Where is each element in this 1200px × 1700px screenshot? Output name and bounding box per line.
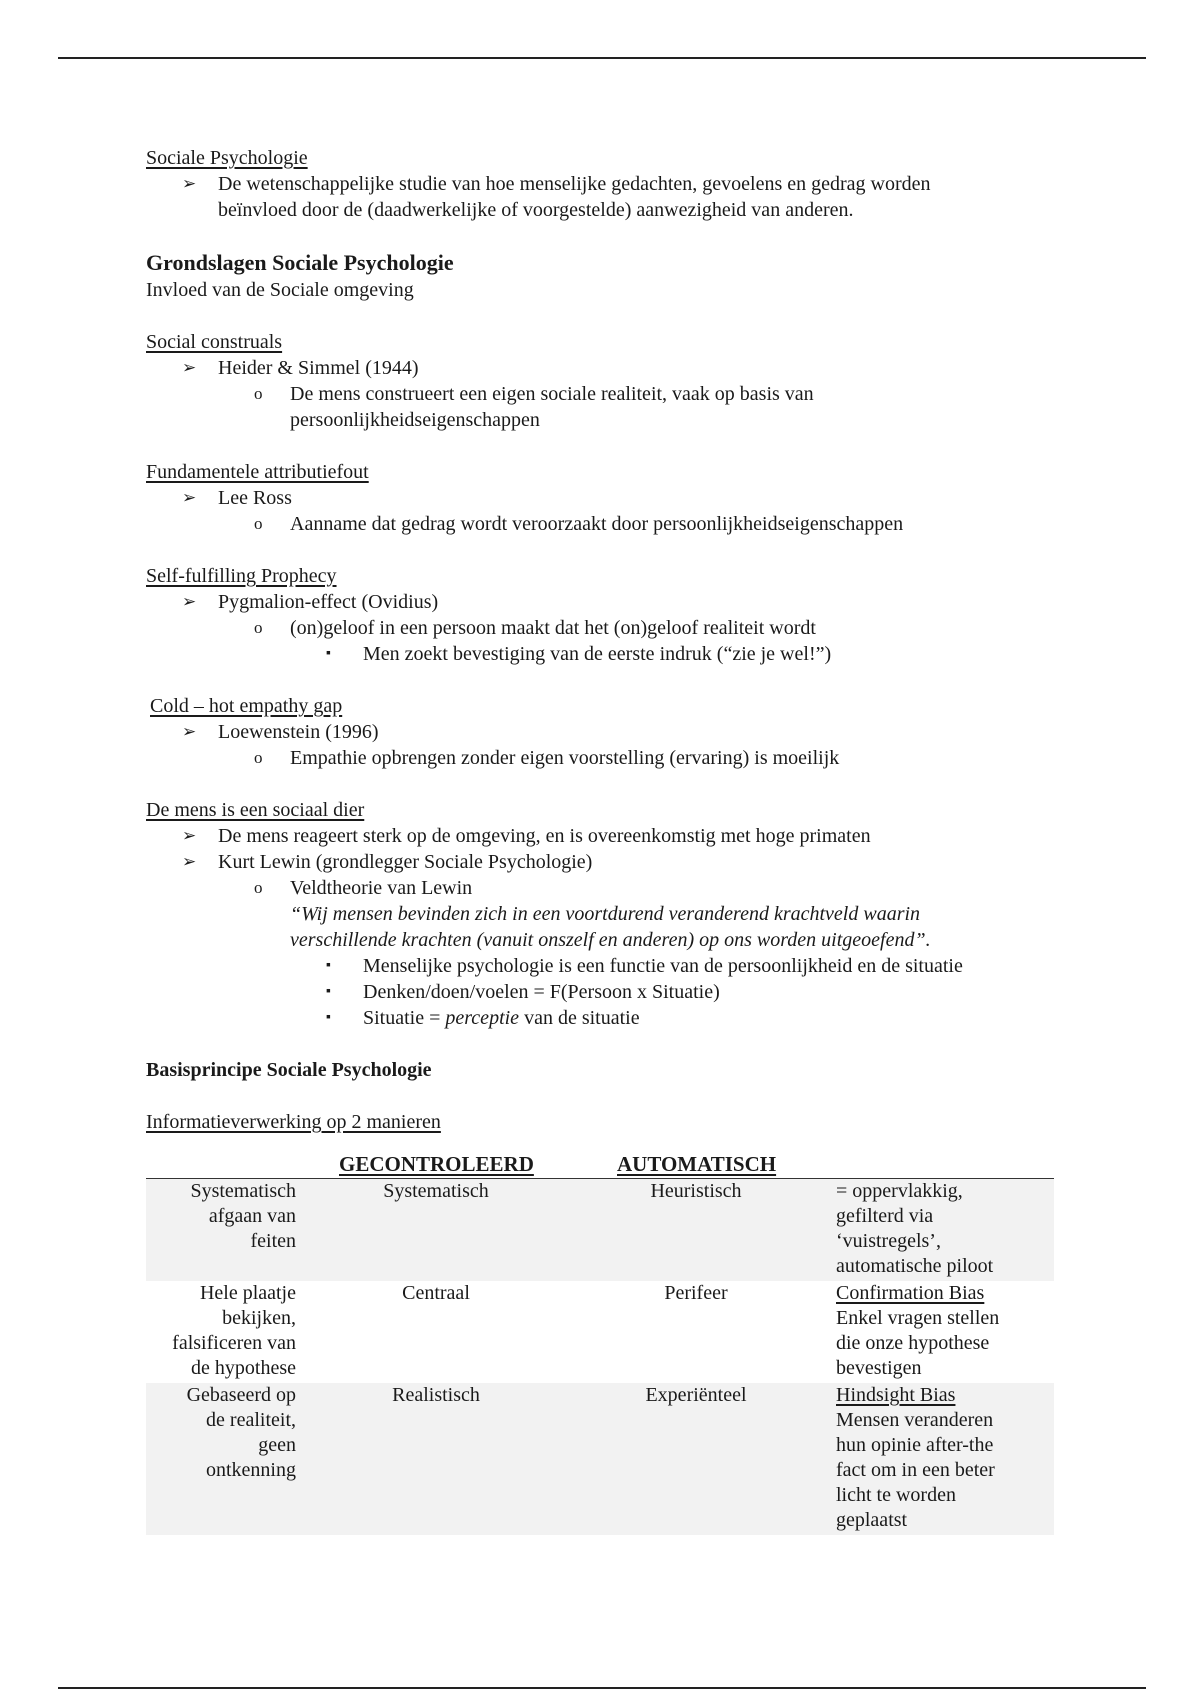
row-description: Gebaseerd op de realiteit, geen ontkenning [186, 1384, 296, 1481]
quote-lewin-line2: verschillende krachten (vanuit onszelf en anderen) op ons worden uitgeoefend”. [290, 929, 931, 951]
bullet-pygmalion: ➢ Pygmalion-effect (Ovidius) [182, 591, 439, 613]
comparison-table [146, 1150, 1054, 1535]
heading-social-construals: Social construals [146, 331, 283, 353]
arrow-bullet-icon: ➢ [182, 852, 197, 871]
circle-bullet-icon: o [254, 618, 263, 637]
bullet-heider-simmel: ➢ Heider & Simmel (1944) [182, 357, 419, 379]
subheading-invloed: Invloed van de Sociale omgeving [146, 279, 414, 301]
heading-basisprincipe: Basisprincipe Sociale Psychologie [146, 1059, 432, 1081]
arrow-bullet-icon: ➢ [182, 826, 197, 845]
table-row [146, 1179, 1054, 1281]
table-header [146, 1150, 1054, 1179]
row-description: Hele plaatje bekijken, falsificeren van de hypothese [172, 1282, 296, 1379]
heading-informatieverwerking: Informatieverwerking op 2 manieren [146, 1111, 441, 1133]
heading-empathy-gap: Cold – hot empathy gap [150, 695, 343, 717]
sub-bullet-veldtheorie: o Veldtheorie van Lewin [254, 877, 473, 899]
cell-gecontroleerd: Realistisch [392, 1384, 480, 1406]
square-bullet-icon: ▪ [326, 984, 331, 999]
bias-title: Confirmation Bias [836, 1282, 985, 1304]
table-row [146, 1383, 1054, 1535]
bullet-reageert: ➢ De mens reageert sterk op de omgeving, en is overeenkomstig met hoge primaten [182, 825, 871, 847]
heading-sociale-psychologie: Sociale Psychologie [146, 147, 308, 169]
bias-title: Hindsight Bias [836, 1384, 956, 1406]
header-rule [58, 57, 1146, 59]
subsub-bullet-functie: ▪ Menselijke psychologie is een functie van de persoonlijkheid en de situatie [326, 955, 963, 977]
cell-note: Confirmation Bias Enkel vragen stellen die onze hypothese bevestigen [836, 1281, 1051, 1381]
circle-bullet-icon: o [254, 384, 263, 403]
sub-bullet-construeert: o De mens construeert een eigen sociale realiteit, vaak op basis van persoonlijkheidseigenschappen [254, 383, 814, 431]
circle-bullet-icon: o [254, 878, 263, 897]
header-automatisch: AUTOMATISCH [617, 1152, 777, 1176]
row-description: Systematisch afgaan van feiten [190, 1180, 296, 1252]
arrow-bullet-icon: ➢ [182, 592, 197, 611]
sub-bullet-empathie: o Empathie opbrengen zonder eigen voorstelling (ervaring) is moeilijk [254, 747, 840, 769]
square-bullet-icon: ▪ [326, 958, 331, 973]
footer-rule [58, 1687, 1146, 1689]
quote-lewin-line1: “Wij mensen bevinden zich in een voortdurend veranderend krachtveld waarin [290, 903, 921, 925]
document-body [146, 145, 1066, 1135]
cell-note: = oppervlakkig, gefilterd via ‘vuistregels’, automatische piloot [836, 1180, 994, 1277]
circle-bullet-icon: o [254, 748, 263, 767]
subsub-bullet-situatie: ▪ Situatie = perceptie van de situatie [326, 1007, 640, 1029]
subsub-bullet-formule: ▪ Denken/doen/voelen = F(Persoon x Situatie) [326, 981, 720, 1003]
subsub-bullet-bevestiging: ▪ Men zoekt bevestiging van de eerste indruk (“zie je wel!”) [326, 643, 832, 665]
circle-bullet-icon: o [254, 514, 263, 533]
bullet-loewenstein: ➢ Loewenstein (1996) [182, 721, 379, 743]
cell-gecontroleerd: Systematisch [383, 1180, 489, 1202]
arrow-bullet-icon: ➢ [182, 358, 197, 377]
square-bullet-icon: ▪ [326, 646, 331, 661]
sub-bullet-ongeloof: o (on)geloof in een persoon maakt dat het (on)geloof realiteit wordt [254, 617, 816, 639]
heading-self-fulfilling: Self-fulfilling Prophecy [146, 565, 337, 587]
table-row [146, 1281, 1054, 1383]
cell-automatisch: Heuristisch [650, 1180, 742, 1202]
bullet-lee-ross: ➢ Lee Ross [182, 487, 292, 509]
header-gecontroleerd: GECONTROLEERD [339, 1152, 534, 1176]
heading-sociaal-dier: De mens is een sociaal dier [146, 799, 365, 821]
arrow-bullet-icon: ➢ [182, 722, 197, 741]
arrow-bullet-icon: ➢ [182, 488, 197, 507]
arrow-bullet-icon: ➢ [182, 174, 197, 193]
cell-automatisch: Perifeer [664, 1282, 728, 1304]
heading-attributiefout: Fundamentele attributiefout [146, 461, 369, 483]
sub-bullet-aanname: o Aanname dat gedrag wordt veroorzaakt door persoonlijkheidseigenschappen [254, 513, 904, 535]
cell-automatisch: Experiënteel [645, 1384, 747, 1406]
bullet-definition: ➢ De wetenschappelijke studie van hoe menselijke gedachten, gevoelens en gedrag worden beïnvloed door de (daadwerkelijke of voorgestelde) aanwezigheid van anderen. [182, 173, 931, 221]
cell-note: Hindsight Bias Mensen veranderen hun opinie after-the fact om in een beter licht te worden geplaatst [836, 1383, 1051, 1533]
cell-gecontroleerd: Centraal [402, 1282, 470, 1304]
square-bullet-icon: ▪ [326, 1010, 331, 1025]
heading-grondslagen: Grondslagen Sociale Psychologie [146, 250, 454, 275]
bullet-kurt-lewin: ➢ Kurt Lewin (grondlegger Sociale Psychologie) [182, 851, 593, 873]
